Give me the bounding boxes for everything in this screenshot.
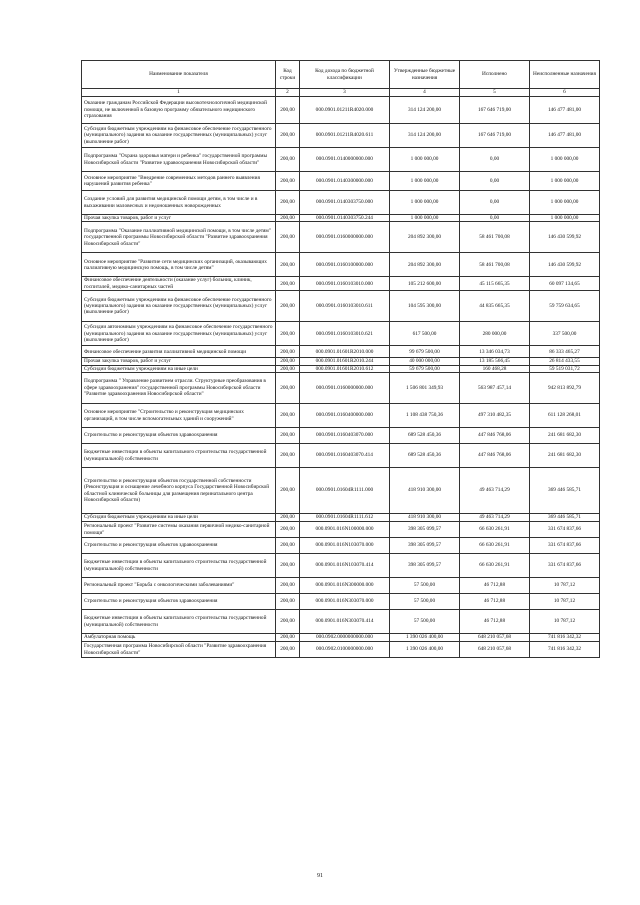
row-budget-code: 000.0901.01211R4020.000 (300, 97, 390, 124)
row-approved: 398 305 099,57 (390, 522, 460, 538)
column-number: 4 (390, 89, 460, 97)
row-executed: 0,00 (460, 172, 530, 191)
row-line-code: 200,00 (276, 365, 300, 372)
table-row (82, 346, 600, 358)
table-row (82, 578, 600, 594)
row-unexecuted: 942 813 892,79 (530, 373, 600, 404)
row-approved: 99 679 500,00 (390, 346, 460, 358)
table-row (82, 277, 600, 291)
row-approved: 1 108 438 750,36 (390, 404, 460, 428)
row-unexecuted: 146 477 481,00 (530, 97, 600, 124)
header-line-code: Код строки (276, 61, 300, 89)
header-executed: Исполнено (460, 61, 530, 89)
row-unexecuted: 1 000 000,00 (530, 172, 600, 191)
row-approved: 617 500,00 (390, 322, 460, 346)
row-unexecuted: 146 430 599,92 (530, 222, 600, 253)
row-budget-code: 000.0901.016N300000.000 (300, 578, 390, 594)
row-unexecuted: 369 446 585,71 (530, 468, 600, 514)
table-row (82, 642, 600, 658)
row-budget-code: 000.0901.0160103010.000 (300, 277, 390, 291)
row-executed: 58 461 700,08 (460, 253, 530, 277)
row-line-code: 200,00 (276, 97, 300, 124)
row-approved: 1 000 000,00 (390, 172, 460, 191)
row-budget-code: 000.0901.01604R1111.612 (300, 514, 390, 522)
row-budget-code: 000.0901.0160103010.611 (300, 291, 390, 322)
row-budget-code: 000.0901.016N103070.000 (300, 538, 390, 554)
row-name: Основное мероприятие "Развитие сети медицинских организаций, оказывающих паллиативную медицинскую помощь, в том числе детям" (82, 253, 276, 277)
row-name: Субсидии бюджетным учреждениям на финансовое обеспечение государственного (муниципального) задания на оказание государственных (муниципальных) услуг (выполнение работ) (82, 124, 276, 148)
row-line-code: 200,00 (276, 404, 300, 428)
row-line-code: 200,00 (276, 358, 300, 365)
row-executed: 0,00 (460, 148, 530, 172)
row-name: Подпрограмма " Управление развитием отрасли. Структурные преобразования в сфере здравоохранения" государственной программы Новосибирской области "Развитие здравоохранения Новосибирской области" (82, 373, 276, 404)
row-name: Строительство и реконструкция объектов здравоохранения (82, 594, 276, 610)
row-approved: 689 528 450,36 (390, 428, 460, 444)
row-line-code: 200,00 (276, 215, 300, 222)
row-budget-code: 000.0901.016N303070.000 (300, 594, 390, 610)
row-unexecuted: 331 674 837,66 (530, 554, 600, 578)
row-unexecuted: 10 787,12 (530, 578, 600, 594)
table-row (82, 124, 600, 148)
row-name: Субсидии автономным учреждениям на финансовое обеспечение государственного (муниципального) задания на оказание государственных (муниципальных) услуг (выполнение работ) (82, 322, 276, 346)
table-row (82, 522, 600, 538)
row-name: Бюджетные инвестиции в объекты капитального строительства государственной (муниципальной) собственности (82, 554, 276, 578)
row-approved: 1 506 801 349,93 (390, 373, 460, 404)
row-unexecuted: 337 500,00 (530, 322, 600, 346)
row-name: Субсидии бюджетным учреждениям на иные цели (82, 365, 276, 372)
row-line-code: 200,00 (276, 634, 300, 642)
row-executed: 46 712,88 (460, 594, 530, 610)
row-executed: 280 000,00 (460, 322, 530, 346)
row-line-code: 200,00 (276, 253, 300, 277)
row-name: Бюджетные инвестиции в объекты капитального строительства государственной (муниципальной) собственности (82, 610, 276, 634)
row-approved: 418 910 300,00 (390, 468, 460, 514)
row-unexecuted: 26 814 433,55 (530, 358, 600, 365)
row-unexecuted: 10 787,12 (530, 594, 600, 610)
row-approved: 1 000 000,00 (390, 148, 460, 172)
row-unexecuted: 59 519 031,72 (530, 365, 600, 372)
row-budget-code: 000.0901.0160400000.000 (300, 404, 390, 428)
row-approved: 57 500,00 (390, 594, 460, 610)
row-unexecuted: 331 674 837,66 (530, 538, 600, 554)
row-approved: 314 124 200,00 (390, 124, 460, 148)
row-line-code: 200,00 (276, 277, 300, 291)
row-executed: 167 646 719,00 (460, 124, 530, 148)
row-name: Финансовое обеспечение развития паллиативной медицинской помощи (82, 346, 276, 358)
row-name: Субсидии бюджетным учреждениям на иные цели (82, 514, 276, 522)
row-line-code: 200,00 (276, 444, 300, 468)
row-budget-code: 000.0901.016N100000.000 (300, 522, 390, 538)
row-executed: 66 630 261,91 (460, 554, 530, 578)
row-name: Создание условий для развития медицинской помощи детям, в том числе и в выхаживании маловесных и недоношенных новорожденных (82, 191, 276, 215)
row-name: Строительство и реконструкция объектов здравоохранения (82, 428, 276, 444)
row-line-code: 200,00 (276, 468, 300, 514)
row-executed: 13 346 034,73 (460, 346, 530, 358)
row-approved: 689 528 450,36 (390, 444, 460, 468)
table-row (82, 594, 600, 610)
header-budget-code: Код дохода по бюджетной классификации (300, 61, 390, 89)
header-name: Наименование показателя (82, 61, 276, 89)
row-name: Региональный проект "Развитие системы оказания первичной медико-санитарной помощи" (82, 522, 276, 538)
row-line-code: 200,00 (276, 594, 300, 610)
row-approved: 1 000 000,00 (390, 215, 460, 222)
row-executed: 160 468,28 (460, 365, 530, 372)
row-budget-code: 000.0901.0160403070.000 (300, 428, 390, 444)
row-approved: 398 305 099,57 (390, 554, 460, 578)
row-line-code: 200,00 (276, 322, 300, 346)
table-row (82, 538, 600, 554)
row-unexecuted: 741 816 342,32 (530, 634, 600, 642)
table-row (82, 97, 600, 124)
row-line-code: 200,00 (276, 522, 300, 538)
row-budget-code: 000.0901.0140000000.000 (300, 148, 390, 172)
row-name: Амбулаторная помощь (82, 634, 276, 642)
row-budget-code: 000.0901.0160100000.000 (300, 253, 390, 277)
row-line-code: 200,00 (276, 642, 300, 658)
row-executed: 447 846 768,06 (460, 444, 530, 468)
row-line-code: 200,00 (276, 610, 300, 634)
row-unexecuted: 1 000 000,00 (530, 148, 600, 172)
row-line-code: 200,00 (276, 291, 300, 322)
row-approved: 1 000 000,00 (390, 191, 460, 215)
row-name: Бюджетные инвестиции в объекты капитального строительства государственной (муниципальной) собственности (82, 444, 276, 468)
row-approved: 59 679 500,00 (390, 365, 460, 372)
row-line-code: 200,00 (276, 578, 300, 594)
row-name: Прочая закупка товаров, работ и услуг (82, 358, 276, 365)
row-line-code: 200,00 (276, 124, 300, 148)
row-line-code: 200,00 (276, 538, 300, 554)
table-row (82, 358, 600, 365)
row-approved: 204 892 300,00 (390, 253, 460, 277)
row-executed: 49 463 714,29 (460, 514, 530, 522)
row-budget-code: 000.0901.0160103010.621 (300, 322, 390, 346)
row-executed: 46 712,88 (460, 578, 530, 594)
row-unexecuted: 369 446 585,71 (530, 514, 600, 522)
table-row (82, 468, 600, 514)
row-executed: 648 210 057,68 (460, 634, 530, 642)
row-unexecuted: 241 681 682,30 (530, 428, 600, 444)
row-line-code: 200,00 (276, 373, 300, 404)
row-approved: 104 595 300,00 (390, 291, 460, 322)
row-executed: 44 835 665,35 (460, 291, 530, 322)
row-approved: 314 124 200,00 (390, 97, 460, 124)
table-body (82, 97, 600, 658)
column-number: 1 (82, 89, 276, 97)
row-executed: 49 463 714,29 (460, 468, 530, 514)
table-row (82, 215, 600, 222)
row-budget-code: 000.0901.016N303070.414 (300, 610, 390, 634)
row-unexecuted: 241 681 682,30 (530, 444, 600, 468)
table-row (82, 634, 600, 642)
row-unexecuted: 10 787,12 (530, 610, 600, 634)
row-budget-code: 000.0901.0140300000.000 (300, 172, 390, 191)
row-name: Подпрограмма "Охрана здоровья матери и ребенка" государственной программы Новосибирской области "Развитие здравоохранения Новосибирской области" (82, 148, 276, 172)
row-approved: 1 390 026 400,00 (390, 642, 460, 658)
column-number: 3 (300, 89, 390, 97)
table-row (82, 610, 600, 634)
row-executed: 46 712,88 (460, 610, 530, 634)
row-unexecuted: 146 477 481,00 (530, 124, 600, 148)
table-row (82, 554, 600, 578)
row-name: Основное мероприятие "Внедрение современных методов раннего выявления нарушений развития ребенка" (82, 172, 276, 191)
row-unexecuted: 59 759 634,65 (530, 291, 600, 322)
page-number: 91 (317, 873, 323, 879)
row-line-code: 200,00 (276, 514, 300, 522)
row-budget-code: 000.0901.0140303750.000 (300, 191, 390, 215)
row-line-code: 200,00 (276, 222, 300, 253)
column-number: 2 (276, 89, 300, 97)
row-line-code: 200,00 (276, 148, 300, 172)
row-budget-code: 000.0901.0160000000.000 (300, 222, 390, 253)
row-approved: 105 212 600,00 (390, 277, 460, 291)
row-line-code: 200,00 (276, 428, 300, 444)
row-unexecuted: 331 674 837,66 (530, 522, 600, 538)
table-row (82, 191, 600, 215)
row-budget-code: 000.0902.0100000000.000 (300, 642, 390, 658)
row-budget-code: 000.0902.0000000000.000 (300, 634, 390, 642)
table-row (82, 514, 600, 522)
row-budget-code: 000.0901.01601R2010.244 (300, 358, 390, 365)
budget-execution-table (81, 60, 600, 658)
row-executed: 648 210 057,68 (460, 642, 530, 658)
table-row (82, 222, 600, 253)
header-approved: Утвержденные бюджетные назначения (390, 61, 460, 89)
column-number: 6 (530, 89, 600, 97)
row-executed: 0,00 (460, 191, 530, 215)
row-unexecuted: 60 097 134,65 (530, 277, 600, 291)
row-name: Строительство и реконструкция объектов государственной собственности (Реконструкция и оснащение лечебного корпуса Государственной Новосибирской областной клинической больницы для размещения перинатального центра Новосибирской области) (82, 468, 276, 514)
row-line-code: 200,00 (276, 554, 300, 578)
row-unexecuted: 1 000 000,00 (530, 215, 600, 222)
row-approved: 57 500,00 (390, 578, 460, 594)
row-budget-code: 000.0901.0160000000.000 (300, 373, 390, 404)
table-row (82, 148, 600, 172)
row-approved: 418 910 300,00 (390, 514, 460, 522)
row-unexecuted: 146 430 599,92 (530, 253, 600, 277)
row-budget-code: 000.0901.01604R1111.000 (300, 468, 390, 514)
row-approved: 398 305 099,57 (390, 538, 460, 554)
row-unexecuted: 1 000 000,00 (530, 191, 600, 215)
row-executed: 58 461 700,08 (460, 222, 530, 253)
row-unexecuted: 611 128 268,01 (530, 404, 600, 428)
table-row (82, 444, 600, 468)
row-executed: 0,00 (460, 215, 530, 222)
row-approved: 57 500,00 (390, 610, 460, 634)
row-budget-code: 000.0901.01601R2010.612 (300, 365, 390, 372)
table-row (82, 373, 600, 404)
row-line-code: 200,00 (276, 346, 300, 358)
row-executed: 66 630 261,91 (460, 522, 530, 538)
row-executed: 66 630 261,91 (460, 538, 530, 554)
row-executed: 167 646 719,00 (460, 97, 530, 124)
row-executed: 497 310 482,35 (460, 404, 530, 428)
column-number-row (82, 89, 600, 97)
row-name: Основное мероприятие "Строительство и реконструкция медицинских организаций, в том числе вспомогательных зданий и сооружений" (82, 404, 276, 428)
row-approved: 40 000 000,00 (390, 358, 460, 365)
row-line-code: 200,00 (276, 172, 300, 191)
column-number: 5 (460, 89, 530, 97)
row-executed: 13 185 566,45 (460, 358, 530, 365)
row-budget-code: 000.0901.016N103070.414 (300, 554, 390, 578)
row-budget-code: 000.0901.0160403070.414 (300, 444, 390, 468)
row-budget-code: 000.0901.01211R4020.611 (300, 124, 390, 148)
row-approved: 204 892 300,00 (390, 222, 460, 253)
row-name: Региональный проект "Борьба с онкологическими заболеваниями" (82, 578, 276, 594)
table-row (82, 253, 600, 277)
row-executed: 447 846 768,06 (460, 428, 530, 444)
row-unexecuted: 741 816 342,32 (530, 642, 600, 658)
row-budget-code: 000.0901.01601R2010.000 (300, 346, 390, 358)
table-row (82, 291, 600, 322)
row-executed: 563 987 457,14 (460, 373, 530, 404)
table-row (82, 365, 600, 372)
row-unexecuted: 86 333 465,27 (530, 346, 600, 358)
table-row (82, 428, 600, 444)
header-row (82, 61, 600, 89)
row-name: Государственная программа Новосибирской области "Развитие здравоохранения Новосибирской области" (82, 642, 276, 658)
table-row (82, 322, 600, 346)
table-row (82, 404, 600, 428)
row-name: Оказание гражданам Российской Федерации высокотехнологичной медицинской помощи, не включенной в базовую программу обязательного медицинского страхования (82, 97, 276, 124)
row-approved: 1 390 026 400,00 (390, 634, 460, 642)
row-budget-code: 000.0901.0140303750.244 (300, 215, 390, 222)
row-name: Подпрограмма "Оказание паллиативной медицинской помощи, в том числе детям" государственной программы Новосибирской области "Развитие здравоохранения Новосибирской области" (82, 222, 276, 253)
row-name: Строительство и реконструкция объектов здравоохранения (82, 538, 276, 554)
header-unexecuted: Неисполненные назначения (530, 61, 600, 89)
row-name: Прочая закупка товаров, работ и услуг (82, 215, 276, 222)
row-name: Финансовое обеспечение деятельности (оказание услуг) больниц, клиник, госпиталей, медико-санитарных частей (82, 277, 276, 291)
row-line-code: 200,00 (276, 191, 300, 215)
row-name: Субсидии бюджетным учреждениям на финансовое обеспечение государственного (муниципального) задания на оказание государственных (муниципальных) услуг (выполнение работ) (82, 291, 276, 322)
row-executed: 45 115 665,35 (460, 277, 530, 291)
table-row (82, 172, 600, 191)
